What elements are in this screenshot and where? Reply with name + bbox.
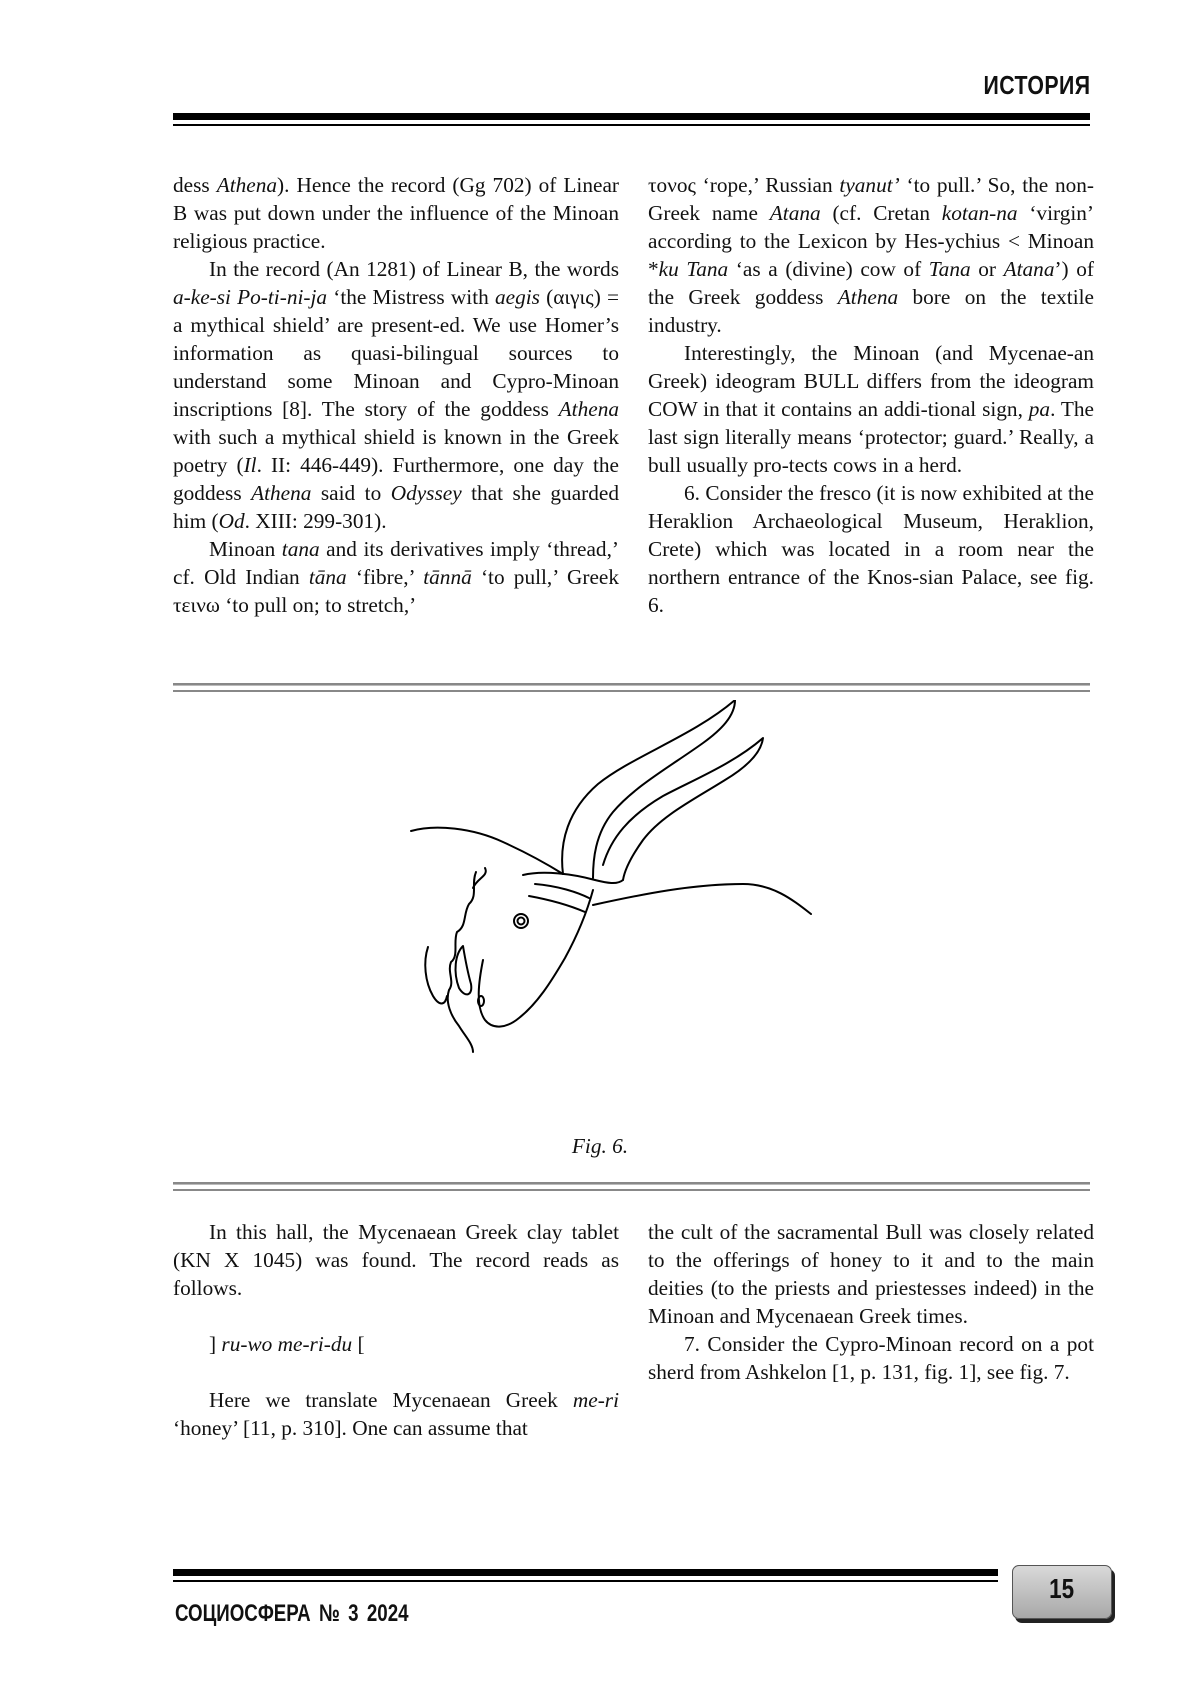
bottom-left-column — [173, 1218, 619, 1442]
text-run: . XIII: 299-301). — [244, 509, 387, 533]
text-run: ’) of the Greek goddess — [648, 257, 1095, 309]
text-run: that she guarded him ( — [173, 481, 619, 533]
bull-neck-line — [593, 884, 811, 914]
text-run: ). Hence the record (Gg 702) of Linear B was put down under the influence of the Minoan religious practice. — [173, 173, 619, 253]
bottom-right-column — [648, 1218, 1094, 1386]
bull-brow-detail-2 — [529, 896, 585, 912]
text-run: 6. Consider the fresco (it is now exhibited at the Heraklion Archaeological Museum, Heraklion, Crete) which was located in a room near the northern entrance of the Knos-sian Palace, see fig. 6. — [648, 481, 1094, 617]
text-run: Here we translate Mycenaean Greek — [209, 1388, 573, 1412]
figure-bottom-rule — [173, 1182, 1090, 1191]
footer-rule-thick — [173, 1569, 998, 1576]
italic-run: tāna — [308, 565, 347, 589]
bull-eye-outer — [514, 914, 528, 928]
journal-name: СОЦИОСФЕРА № 3 2024 — [175, 1600, 409, 1627]
text-run: . II: 446-449). Furthermore, one day the goddess — [173, 453, 619, 505]
text-run: Minoan — [209, 537, 282, 561]
header-rule-thick — [173, 113, 1090, 120]
bull-head-drawing — [173, 700, 1090, 1130]
page-number: 15 — [1049, 1573, 1075, 1604]
italic-run: Il — [243, 453, 257, 477]
text-run: ‘as a (divine) cow of — [728, 257, 929, 281]
bull-back-line — [411, 828, 563, 874]
bull-brow — [523, 873, 623, 883]
text-run: with such a mythical shield is known in the Greek poetry ( — [173, 425, 619, 477]
italic-run: Tana — [928, 257, 971, 281]
paragraph — [648, 1218, 1094, 1330]
italic-run: me-ri — [572, 1388, 619, 1412]
paragraph — [173, 1386, 619, 1442]
bull-face-left — [448, 872, 476, 1052]
italic-run: pa — [1028, 397, 1051, 421]
text-run: the cult of the sacramental Bull was closely related to the offerings of honey to it and to the main deities (to the priests and priestesses indeed) in the Minoan and Mycenaean Greek times. — [648, 1220, 1094, 1328]
text-run: (cf. Cretan — [820, 201, 942, 225]
footer-rule-thin — [173, 1580, 998, 1582]
text-run: ‘fibre,’ — [346, 565, 424, 589]
bull-lower-jaw — [425, 947, 447, 1004]
italic-run: ru-wo me-ri-du — [221, 1332, 353, 1356]
text-run: [ — [352, 1332, 365, 1356]
top-right-column — [648, 171, 1094, 619]
bull-brow-detail — [535, 884, 589, 898]
italic-run: tana — [281, 537, 320, 561]
text-run: 7. Consider the Cypro-Minoan record on a pot sherd from Ashkelon [1, p. 131, fig. 1], see fig. 7. — [648, 1332, 1094, 1384]
italic-run: tānnā — [423, 565, 472, 589]
text-run: τονος ‘rope,’ Russian — [648, 173, 840, 197]
text-run: ‘the Mistress with — [327, 285, 495, 309]
bull-ear — [456, 946, 472, 994]
text-run: dess — [173, 173, 217, 197]
paragraph — [173, 255, 619, 535]
paragraph — [648, 479, 1094, 619]
figure-caption: Fig. 6. — [571, 1134, 629, 1158]
text-run: ‘to pull,’ Greek τεινω ‘to pull on; to stretch,’ — [173, 565, 619, 617]
italic-run: a-ke-si Po-ti-ni-ja — [173, 285, 328, 309]
text-run: or — [970, 257, 1004, 281]
italic-run: ku Tana — [658, 257, 729, 281]
text-run: In this hall, the Mycenaean Greek clay tablet (KN X 1045) was found. The record reads as follows. — [173, 1220, 619, 1300]
italic-run: Atana — [1003, 257, 1055, 281]
italic-run: Athena — [251, 481, 312, 505]
italic-run: Athena — [837, 285, 899, 309]
header-rule-thin — [173, 124, 1090, 126]
text-run: said to — [311, 481, 391, 505]
text-run: ] — [209, 1332, 222, 1356]
text-run: (αιγις) = a mythical shield’ are present-ed. We use Homer’s information as quasi-bilingual sources to understand some Minoan and Cypro-Minoan inscriptions [8]. The story of the goddess — [173, 285, 619, 421]
italic-run: aegis — [494, 285, 540, 309]
page-number-badge — [1012, 1565, 1112, 1619]
record-line — [173, 1330, 619, 1358]
bull-nostril — [478, 996, 484, 1006]
italic-run: Odyssey — [390, 481, 462, 505]
italic-run: Athena — [558, 397, 619, 421]
bull-horn-lower — [603, 738, 763, 880]
paragraph — [648, 1330, 1094, 1386]
paragraph — [648, 339, 1094, 479]
text-run: . The last sign literally means ‘protector; guard.’ Really, a bull usually pro-tects cows in a herd. — [648, 397, 1095, 477]
figure-top-rule — [173, 683, 1090, 692]
text-run: ‘to pull.’ So, the non-Greek name — [648, 173, 1094, 225]
text-run: and its derivatives imply ‘thread,’ cf. Old Indian — [173, 537, 620, 589]
paragraph — [173, 1218, 619, 1302]
italic-run: Od — [218, 509, 245, 533]
italic-run: Atana — [769, 201, 821, 225]
text-run: In the record (An 1281) of Linear B, the words — [209, 257, 619, 281]
text-run: ‘honey’ [11, p. 310]. One can assume that — [173, 1416, 528, 1440]
italic-run: kotan-na — [941, 201, 1018, 225]
text-run: bore on the textile industry. — [648, 285, 1094, 337]
text-run: ‘virgin’ according to the Lexicon by Hes-ychius < Minoan * — [648, 201, 1094, 281]
paragraph — [173, 171, 619, 255]
section-title: ИСТОРИЯ — [982, 70, 1090, 100]
paragraph — [648, 171, 1094, 339]
bull-head-front — [479, 890, 593, 1027]
paragraph — [173, 535, 619, 619]
bull-fresco-figure — [173, 700, 1090, 1130]
italic-run: tyanut’ — [839, 173, 900, 197]
top-left-column — [173, 171, 619, 619]
italic-run: Athena — [216, 173, 278, 197]
bull-eye-inner — [518, 918, 525, 925]
text-run: Interestingly, the Minoan (and Mycenae-an Greek) ideogram BULL differs from the ideogram COW in that it contains an addi-tional sign, — [648, 341, 1094, 421]
